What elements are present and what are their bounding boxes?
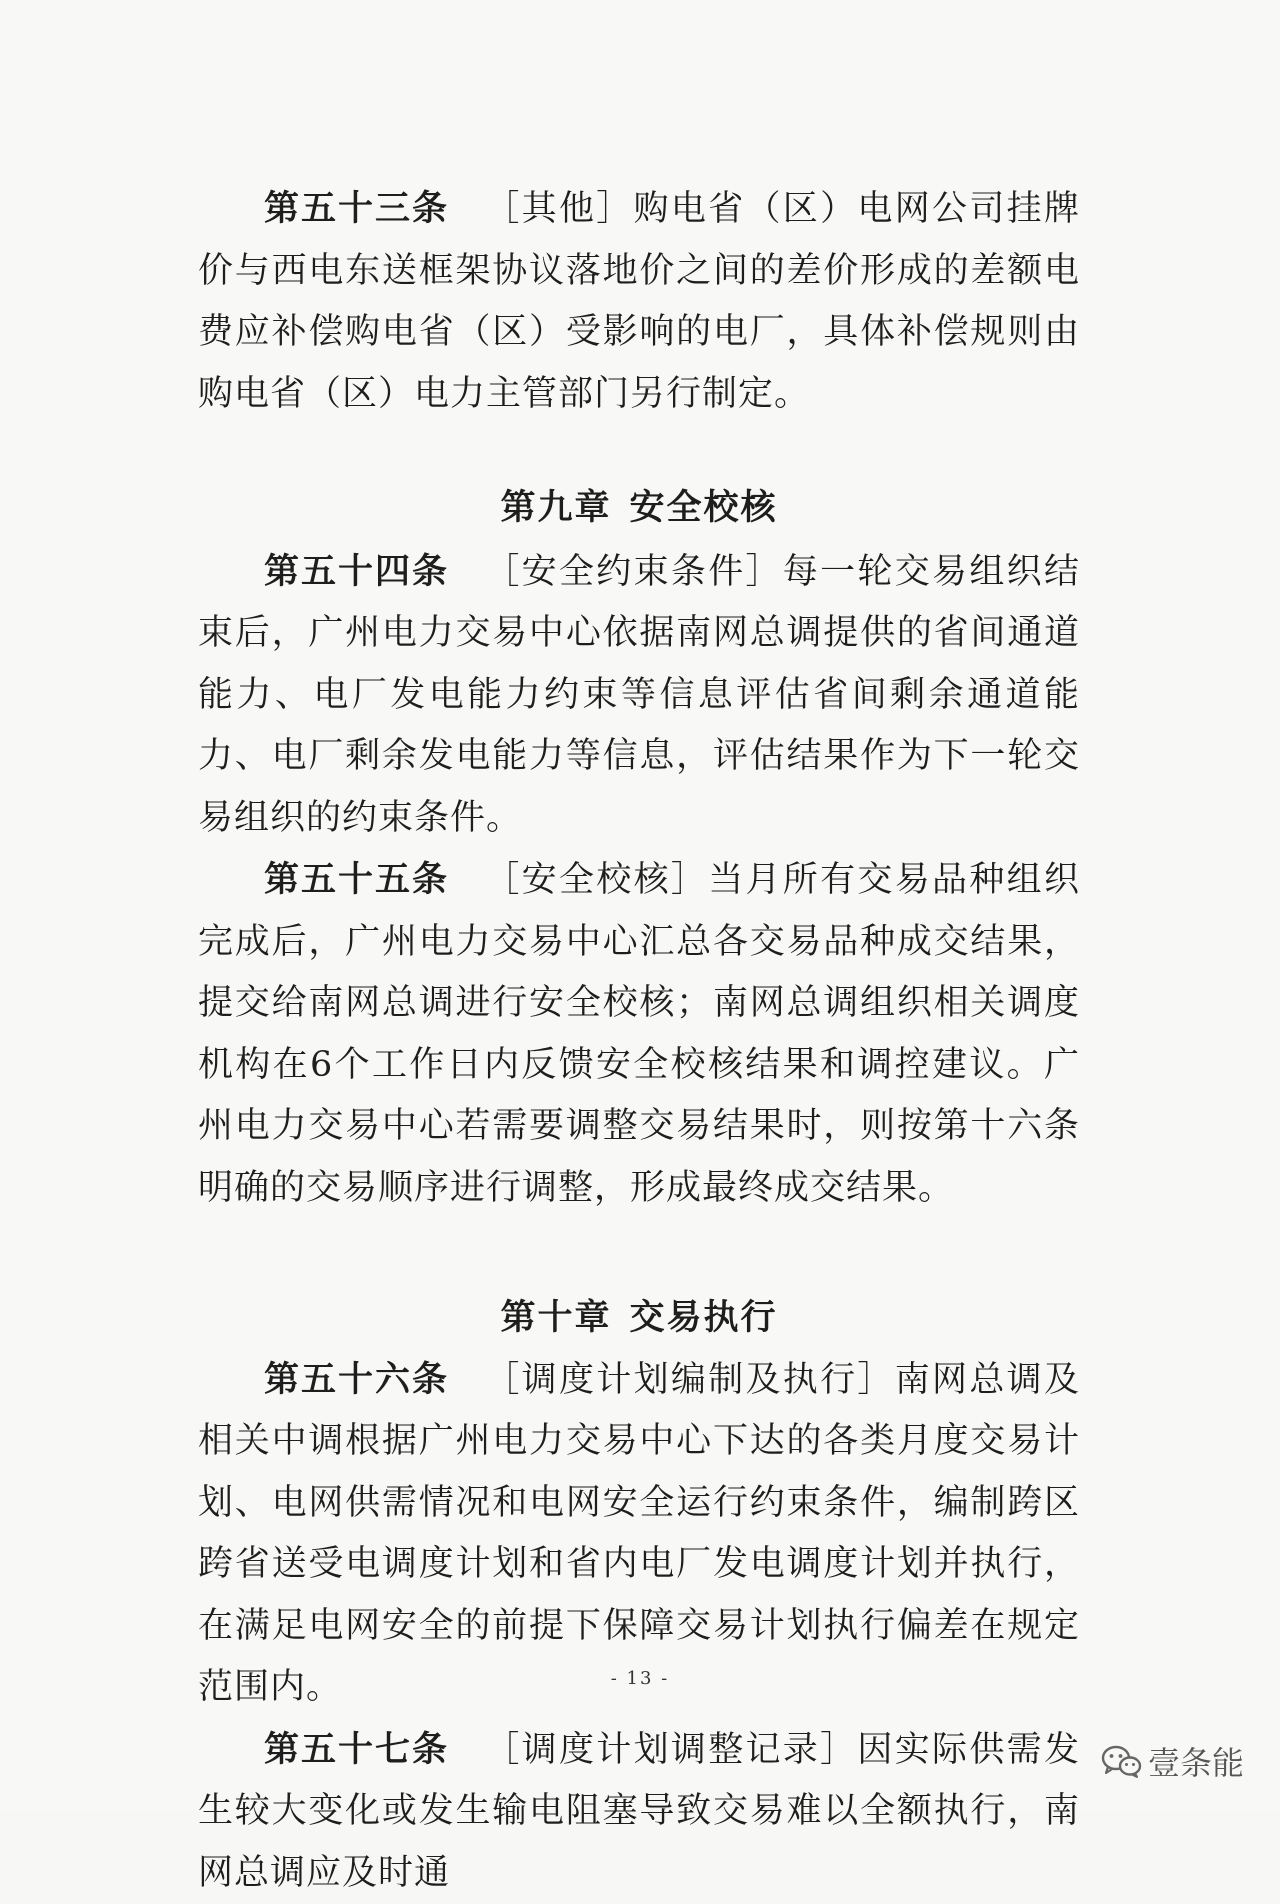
article-57 <box>198 1719 1080 1904</box>
chapter-9-heading <box>198 477 1080 539</box>
article-54-text: ［安全约束条件］每一轮交易组织结束后，广州电力交易中心依据南网总调提供的省间通道能力、电厂发电能力约束等信息评估省间剩余通道能力、电厂剩余发电能力等信息，评估结果作为下一轮交易组织的约束条件。 <box>198 552 1080 838</box>
chapter-10-number: 第十章 <box>500 1297 611 1338</box>
article-55-text: ［安全校核］当月所有交易品种组织完成后，广州电力交易中心汇总各交易品种成交结果，提交给南网总调进行安全校核；南网总调组织相关调度机构在6个工作日内反馈安全校核结果和调控建议。广州电力交易中心若需要调整交易结果时，则按第十六条明确的交易顺序进行调整，形成最终成交结果。 <box>198 860 1080 1208</box>
article-54-number: 第五十四条 <box>264 541 449 603</box>
article-53-number: 第五十三条 <box>264 178 449 240</box>
article-55-number: 第五十五条 <box>264 849 449 911</box>
article-56-number: 第五十六条 <box>264 1349 449 1411</box>
page-number: - 13 - <box>0 1668 1280 1689</box>
chapter-9-number: 第九章 <box>500 487 611 528</box>
article-55 <box>198 849 1080 1219</box>
watermark <box>1100 1738 1244 1784</box>
article-56-text: ［调度计划编制及执行］南网总调及相关中调根据广州电力交易中心下达的各类月度交易计划、电网供需情况和电网安全运行约束条件，编制跨区跨省送受电调度计划和省内电厂发电调度计划并执行，在满足电网安全的前提下保障交易计划执行偏差在规定范围内。 <box>198 1360 1080 1708</box>
article-54 <box>198 541 1080 850</box>
chapter-10-heading <box>198 1287 1080 1349</box>
wechat-icon <box>1100 1743 1142 1779</box>
article-57-text: ［调度计划调整记录］因实际供需发生较大变化或发生输电阻塞导致交易难以全额执行，南网总调应及时通 <box>198 1730 1080 1893</box>
chapter-9-title: 安全校核 <box>630 487 778 528</box>
article-56 <box>198 1349 1080 1719</box>
article-57-number: 第五十七条 <box>264 1719 449 1781</box>
chapter-10-title: 交易执行 <box>630 1297 778 1338</box>
article-53-text: ［其他］购电省（区）电网公司挂牌价与西电东送框架协议落地价之间的差价形成的差额电费应补偿购电省（区）受影响的电厂，具体补偿规则由购电省（区）电力主管部门另行制定。 <box>198 189 1080 414</box>
document-body <box>198 178 1080 1904</box>
article-53 <box>198 178 1080 425</box>
watermark-text: 壹条能 <box>1148 1738 1244 1784</box>
